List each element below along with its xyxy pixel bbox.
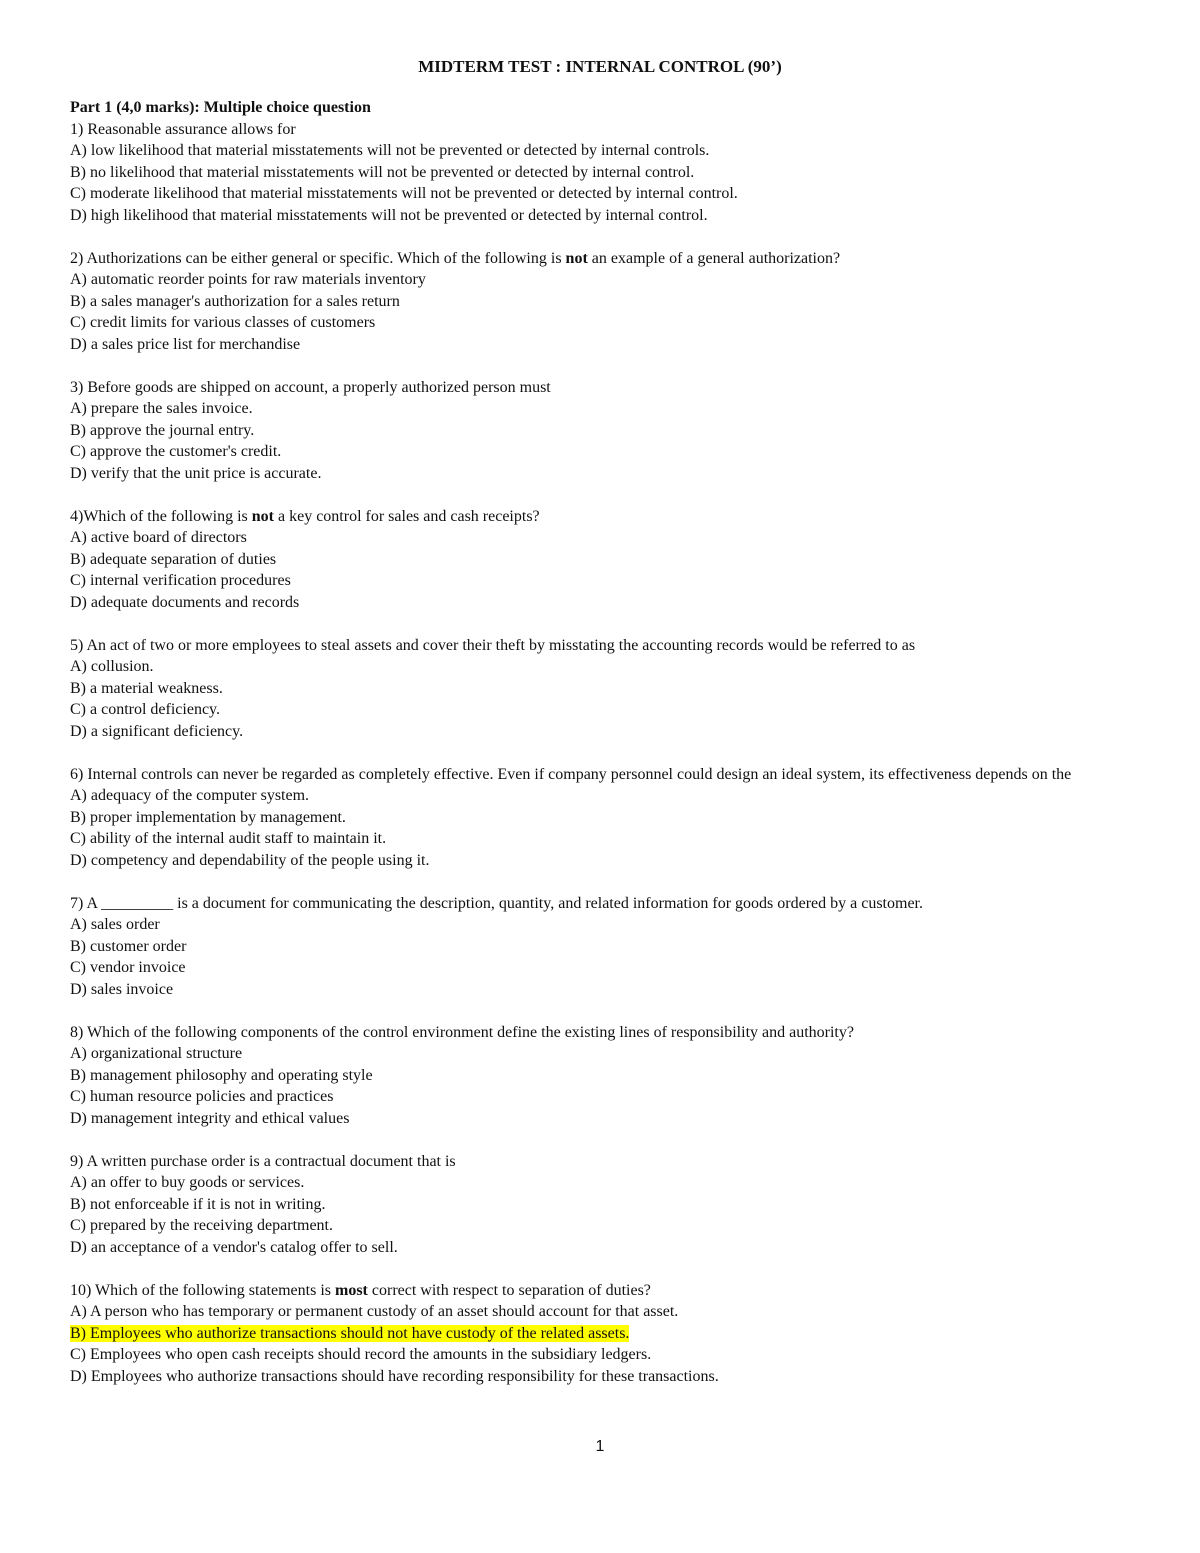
answer-option: D) a significant deficiency. xyxy=(70,722,244,740)
question-6 xyxy=(70,764,1130,872)
answer-option: C) human resource policies and practices xyxy=(70,1088,334,1105)
question-stem: 7) A _________ is a document for communicating the description, quantity, and related information for goods ordered by a customer. xyxy=(70,894,923,912)
answer-option-highlighted xyxy=(70,1323,1130,1345)
answer-option: D) high likelihood that material misstatements will not be prevented or detected by internal control. xyxy=(70,206,708,224)
answer-option: A) active board of directors xyxy=(70,529,247,546)
question-stem xyxy=(70,506,1130,528)
answer-option: A) an offer to buy goods or services. xyxy=(70,1174,305,1191)
answer-option: B) customer order xyxy=(70,937,187,955)
question-stem: 3) Before goods are shipped on account, a properly authorized person must xyxy=(70,378,551,396)
question-list xyxy=(70,97,1130,1409)
question-4 xyxy=(70,506,1130,614)
question-3 xyxy=(70,377,1130,485)
answer-option: C) prepared by the receiving department. xyxy=(70,1217,333,1234)
question-5 xyxy=(70,635,1130,743)
question-8 xyxy=(70,1022,1130,1130)
question-9 xyxy=(70,1151,1130,1259)
answer-highlight: B) Employees who authorize transactions should not have custody of the related assets. xyxy=(70,1324,630,1342)
answer-option: A) prepare the sales invoice. xyxy=(70,400,253,417)
stem-emphasis: most xyxy=(335,1281,368,1299)
answer-option: D) sales invoice xyxy=(70,980,174,998)
answer-option: C) ability of the internal audit staff to maintain it. xyxy=(70,830,387,847)
stem-text: 10) Which of the following statements is xyxy=(70,1281,335,1299)
question-stem: 6) Internal controls can never be regarded as completely effective. Even if company personnel could design an ideal system, its effectiveness depends on the xyxy=(70,765,1072,783)
answer-option: D) an acceptance of a vendor's catalog offer to sell. xyxy=(70,1238,398,1256)
answer-option: C) internal verification procedures xyxy=(70,572,291,589)
answer-option: B) a material weakness. xyxy=(70,679,223,697)
part-heading: Part 1 (4,0 marks): Multiple choice question xyxy=(70,99,371,116)
answer-option: A) adequacy of the computer system. xyxy=(70,787,310,804)
answer-option: A) low likelihood that material misstatements will not be prevented or detected by internal controls. xyxy=(70,142,710,159)
stem-text: a key control for sales and cash receipts? xyxy=(273,507,540,525)
question-stem: 9) A written purchase order is a contractual document that is xyxy=(70,1152,456,1170)
answer-option: C) approve the customer's credit. xyxy=(70,443,282,460)
stem-text: 4)Which of the following is xyxy=(70,507,252,525)
answer-option: D) competency and dependability of the people using it. xyxy=(70,851,430,869)
answer-option: C) Employees who open cash receipts should record the amounts in the subsidiary ledgers. xyxy=(70,1346,652,1363)
answer-option: B) a sales manager's authorization for a sales return xyxy=(70,292,400,310)
question-2 xyxy=(70,248,1130,356)
stem-text: 2) Authorizations can be either general or specific. Which of the following is xyxy=(70,249,566,267)
answer-option: D) verify that the unit price is accurate. xyxy=(70,464,322,482)
question-stem xyxy=(70,248,1130,270)
question-10 xyxy=(70,1280,1130,1388)
stem-text: an example of a general authorization? xyxy=(587,249,841,267)
answer-option: D) management integrity and ethical values xyxy=(70,1109,350,1127)
question-7 xyxy=(70,893,1130,1001)
answer-option: B) no likelihood that material misstatements will not be prevented or detected by internal control. xyxy=(70,163,695,181)
page-number: 1 xyxy=(595,1438,605,1455)
question-stem: 5) An act of two or more employees to steal assets and cover their theft by misstating the accounting records would be referred to as xyxy=(70,636,916,654)
answer-option: C) credit limits for various classes of customers xyxy=(70,314,376,331)
stem-emphasis: not xyxy=(251,507,274,525)
question-stem xyxy=(70,1280,1130,1302)
answer-option: D) adequate documents and records xyxy=(70,593,300,611)
answer-option: B) approve the journal entry. xyxy=(70,421,255,439)
answer-option: C) moderate likelihood that material misstatements will not be prevented or detected by internal control. xyxy=(70,185,738,202)
question-1 xyxy=(70,119,1130,227)
stem-emphasis: not xyxy=(565,249,588,267)
answer-option: B) management philosophy and operating style xyxy=(70,1066,373,1084)
question-stem: 1) Reasonable assurance allows for xyxy=(70,120,296,138)
answer-option: A) automatic reorder points for raw materials inventory xyxy=(70,271,426,288)
answer-option: C) a control deficiency. xyxy=(70,701,221,718)
answer-option: A) sales order xyxy=(70,916,160,933)
answer-option: A) organizational structure xyxy=(70,1045,243,1062)
answer-option: C) vendor invoice xyxy=(70,959,186,976)
page-title: MIDTERM TEST : INTERNAL CONTROL (90’) xyxy=(418,57,782,76)
answer-option: B) adequate separation of duties xyxy=(70,550,277,568)
answer-option: B) proper implementation by management. xyxy=(70,808,346,826)
answer-option: B) not enforceable if it is not in writing. xyxy=(70,1195,326,1213)
question-stem: 8) Which of the following components of the control environment define the existing lines of responsibility and authority? xyxy=(70,1023,854,1041)
answer-option: A) A person who has temporary or permanent custody of an asset should account for that asset. xyxy=(70,1303,679,1320)
answer-option: A) collusion. xyxy=(70,658,154,675)
answer-option: D) Employees who authorize transactions should have recording responsibility for these transactions. xyxy=(70,1367,719,1385)
stem-text: correct with respect to separation of duties? xyxy=(367,1281,651,1299)
answer-option: D) a sales price list for merchandise xyxy=(70,335,301,353)
